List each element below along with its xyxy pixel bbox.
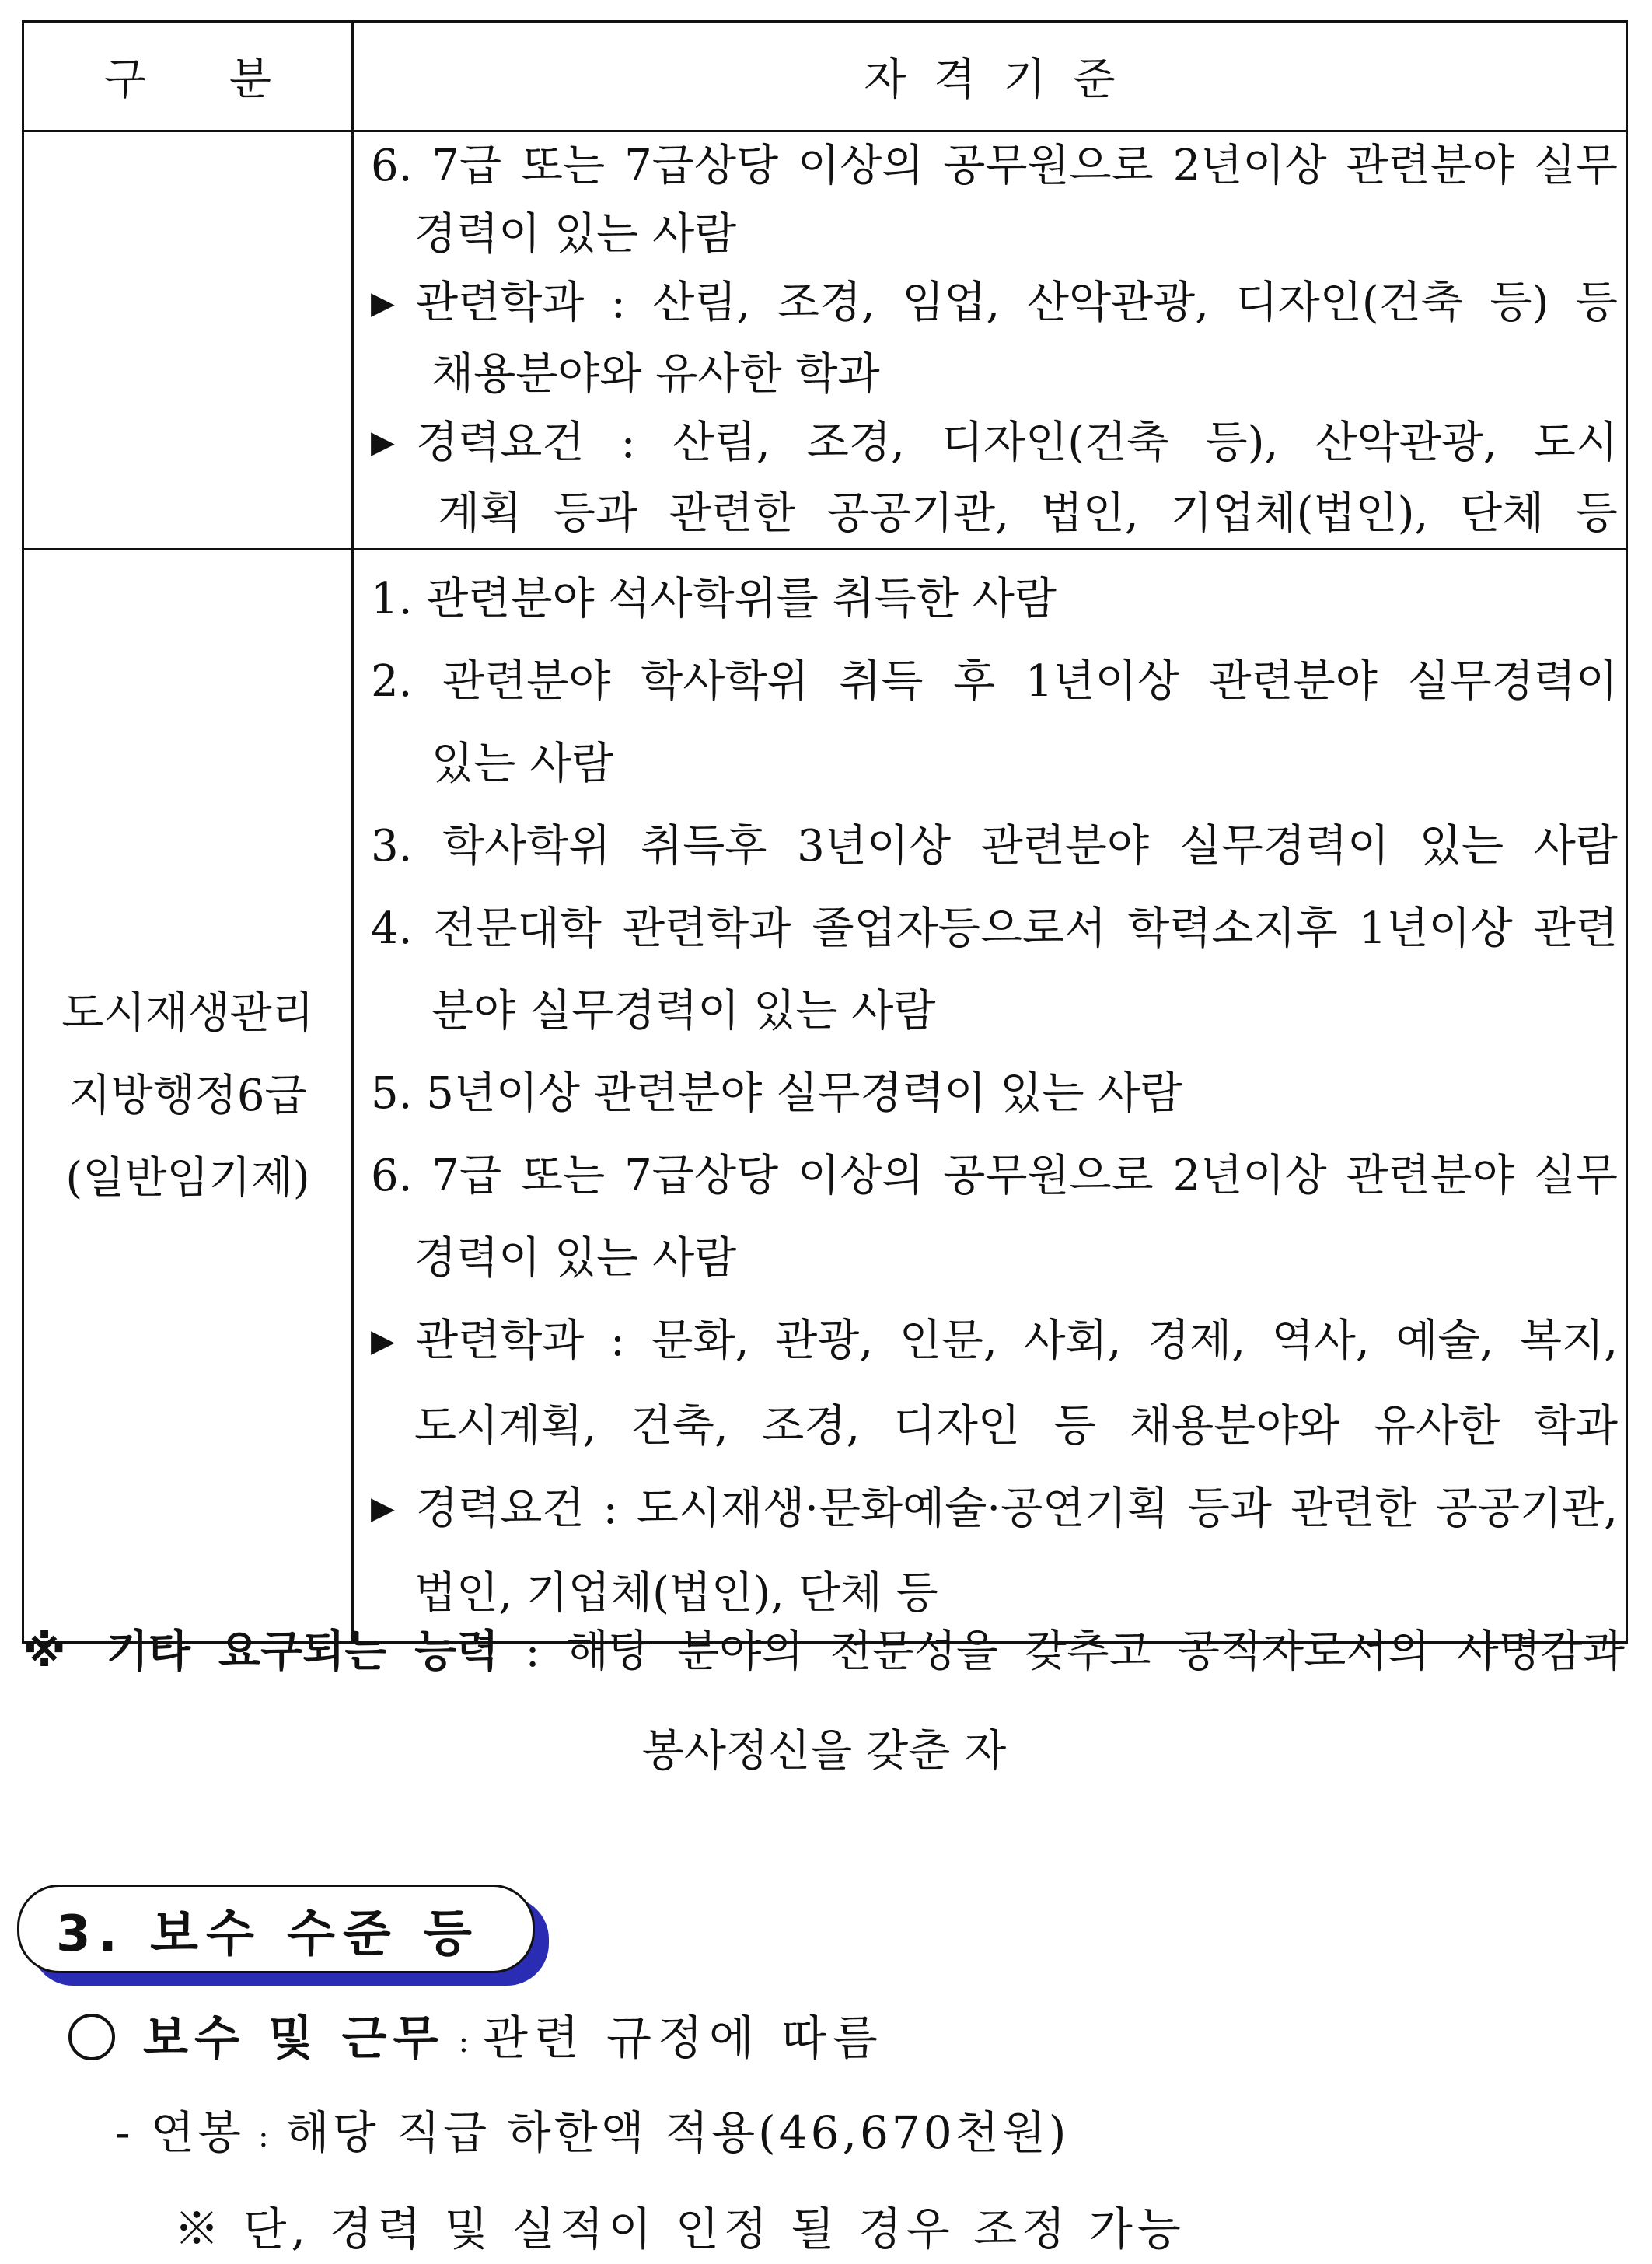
header-criteria: 자 격 기 준: [353, 22, 1627, 131]
table-row: [23, 131, 1627, 550]
criteria-line: 6. 7급 또는 7급상당 이상의 공무원으로 2년이상 관련분야 실무: [371, 141, 1618, 191]
category-line: 지방행정6급: [68, 1070, 307, 1121]
criteria-line: ▶ 관련학과 : 산림, 조경, 임업, 산악관광, 디자인(건축 등) 등: [371, 269, 1618, 341]
criteria-line: 경력이 있는 사람: [414, 1233, 737, 1284]
header-category: 구 분: [23, 22, 353, 131]
criteria-line: 3. 학사학위 취득후 3년이상 관련분야 실무경력이 있는 사람: [371, 821, 1618, 872]
criteria-line: 계획 등과 관련한 공공기관, 법인, 기업체(법인), 단체 등: [438, 488, 1618, 539]
section-title: 3. 보수 수준 등: [56, 1906, 480, 1963]
note-text: : 해당 분야의 전문성을 갖추고 공직자로서의 사명감과: [525, 1626, 1625, 1677]
criteria-line: 1. 관련분야 석사학위를 취득한 사람: [371, 574, 1057, 624]
table-row: [23, 550, 1627, 1643]
criteria-line: 분야 실무경력이 있는 사람: [431, 986, 936, 1036]
pay-text: 관련 규정에 따름: [483, 2011, 884, 2066]
pay-and-work-line: [68, 2001, 884, 2068]
category-line: 도시재생관리: [61, 987, 314, 1039]
salary-text: 해당 직급 하한액 적용(46,670천원): [285, 2106, 1070, 2159]
table-header-row: [23, 22, 1627, 131]
pay-label: 보수 및 근무: [143, 2011, 445, 2066]
criteria-line: ▶ 관련학과 : 문화, 관광, 인문, 사회, 경제, 역사, 예술, 복지,: [371, 1300, 1618, 1385]
triangle-right-icon: ▶: [371, 424, 395, 460]
row2-criteria: [353, 550, 1627, 1643]
criteria-line: 5. 5년이상 관련분야 실무경력이 있는 사람: [371, 1068, 1182, 1119]
criteria-line: 6. 7급 또는 7급상당 이상의 공무원으로 2년이상 관련분야 실무: [371, 1151, 1618, 1201]
criteria-line: 채용분야와 유사한 학과: [431, 348, 880, 400]
category-line: (일반임기제): [65, 1152, 310, 1204]
note-label: ※ 기타 요구되는 능력: [23, 1626, 499, 1677]
row1-category: [23, 131, 353, 550]
criteria-line: 도시계획, 건축, 조경, 디자인 등 채용분야와 유사한 학과: [414, 1400, 1618, 1452]
circle-bullet-icon: [68, 2014, 115, 2060]
note-line: 봉사정신을 갖춘 자: [641, 1726, 1007, 1777]
criteria-line: 있는 사람: [431, 739, 614, 789]
criteria-line: 경력이 있는 사람: [414, 209, 737, 260]
triangle-right-icon: ▶: [371, 1490, 395, 1526]
row1-criteria: [353, 131, 1627, 550]
triangle-right-icon: ▶: [371, 1322, 395, 1359]
criteria-line: 4. 전문대학 관련학과 졸업자등으로서 학력소지후 1년이상 관련: [371, 903, 1618, 954]
row2-category: [23, 550, 353, 1643]
triangle-right-icon: ▶: [371, 285, 395, 321]
criteria-line: ▶ 경력요건 : 산림, 조경, 디자인(건축 등), 산악관광, 도시: [371, 409, 1618, 480]
criteria-line: 2. 관련분야 학사학위 취득 후 1년이상 관련분야 실무경력이: [371, 656, 1618, 707]
adjustment-note: ※ 단, 경력 및 실적이 인정 될 경우 조정 가능: [174, 2203, 1186, 2255]
salary-line: [115, 2096, 1069, 2161]
criteria-line: ▶ 경력요건 : 도시재생·문화예술·공연기획 등과 관련한 공공기관,: [371, 1468, 1618, 1553]
salary-label: - 연봉: [115, 2106, 245, 2159]
colon-separator: :: [258, 2118, 272, 2154]
other-abilities-note: [23, 1617, 1625, 1779]
colon-separator: :: [458, 2024, 470, 2060]
note-line: [23, 1617, 1625, 1679]
qualification-table: [22, 20, 1628, 1644]
criteria-line: 법인, 기업체(법인), 단체 등: [414, 1568, 938, 1619]
